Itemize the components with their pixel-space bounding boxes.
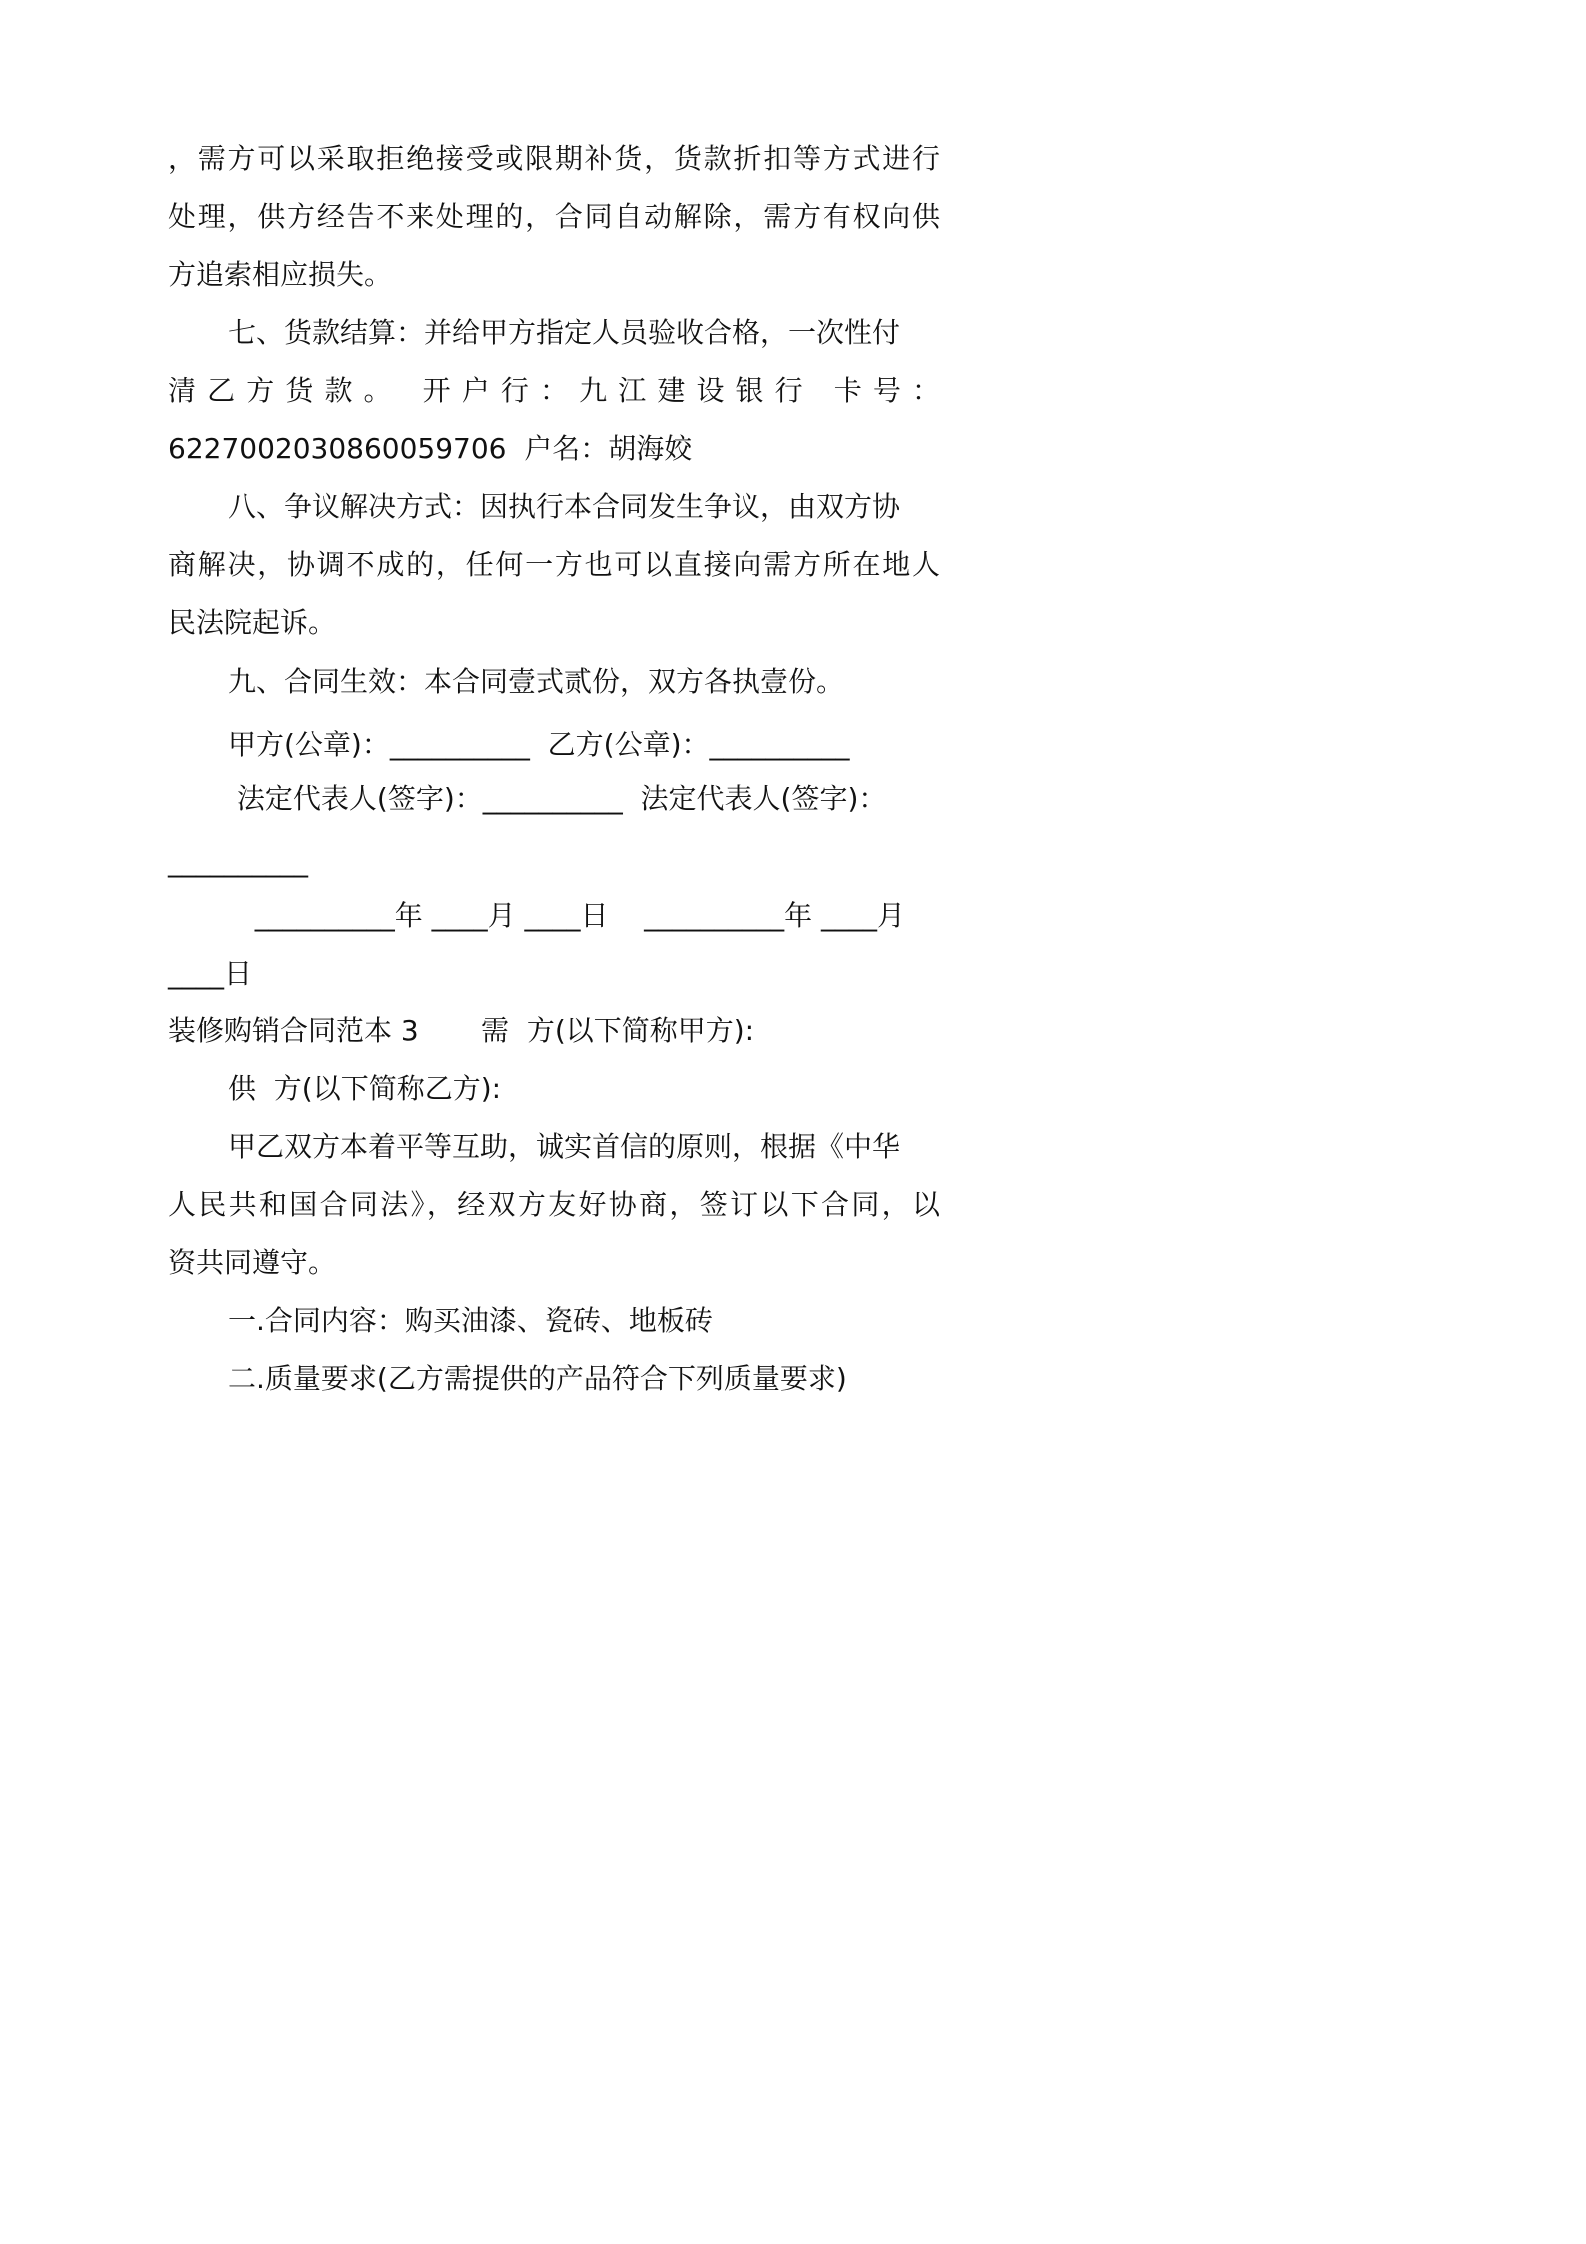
- text-line: 甲乙双方本着平等互助，诚实首信的原则，根据《中华: [228, 1130, 901, 1163]
- text-line: 处理，供方经告不来处理的，合同自动解除，需方有权向供: [168, 200, 940, 233]
- text-line: ，需方可以采取拒绝接受或限期补货，货款折扣等方式进行: [168, 142, 940, 175]
- contract-title: 装修购销合同范本 3 需 方(以下简称甲方):: [168, 1014, 755, 1047]
- text-line: 商解决，协调不成的，任何一方也可以直接向需方所在地人: [168, 548, 940, 581]
- seal-line: 甲方(公章)：__________ 乙方(公章)：__________: [228, 728, 850, 761]
- section-heading-quality: 二.质量要求(乙方需提供的产品符合下列质量要求): [228, 1362, 847, 1395]
- date-line-end: ____日: [168, 957, 253, 990]
- text-line: 民法院起诉。: [168, 606, 337, 639]
- signature-line: 法定代表人(签字)：__________ 法定代表人(签字)：: [228, 782, 887, 815]
- text-line: 人民共和国合同法》，经双方友好协商，签订以下合同，以: [168, 1188, 940, 1221]
- text-line: 方追索相应损失。: [168, 258, 393, 291]
- supplier-line: 供 方(以下简称乙方):: [228, 1072, 502, 1105]
- text-line: 清 乙 方 货 款 。 开 户 行 ： 九 江 建 设 银 行 卡 号 ：: [168, 374, 940, 407]
- section-heading-content: 一.合同内容：购买油漆、瓷砖、地板砖: [228, 1304, 713, 1337]
- section-heading-payment: 七、货款结算：并给甲方指定人员验收合格，一次性付: [228, 316, 901, 349]
- date-line: __________年 ____月 ____日 __________年 ____月: [228, 899, 906, 932]
- section-heading-effective: 九、合同生效：本合同壹式贰份，双方各执壹份。: [228, 665, 845, 698]
- signature-blank: __________: [168, 845, 308, 878]
- bank-account-line: 6227002030860059706 户名：胡海姣: [168, 432, 693, 465]
- document-page: [0, 0, 1100, 1556]
- section-heading-dispute: 八、争议解决方式：因执行本合同发生争议，由双方协: [228, 490, 901, 523]
- text-line: 资共同遵守。: [168, 1246, 337, 1279]
